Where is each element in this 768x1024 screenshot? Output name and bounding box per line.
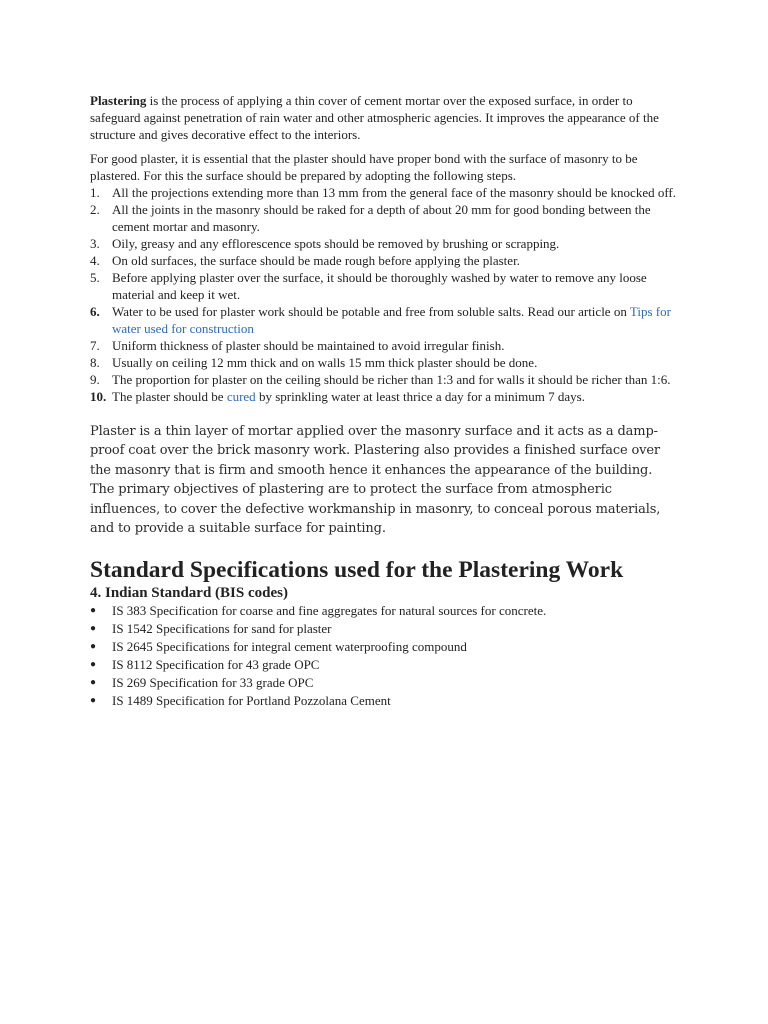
list-number: 2.	[90, 202, 100, 217]
list-item	[90, 638, 680, 656]
list-item	[90, 252, 680, 269]
list-text: IS 8112 Specification for 43 grade OPC	[112, 657, 320, 673]
bullet-icon: ●	[90, 677, 97, 689]
document-page	[90, 92, 680, 710]
list-text: IS 383 Specification for coarse and fine aggregates for natural sources for concrete.	[112, 603, 547, 619]
list-text: Before applying plaster over the surface, it should be thoroughly washed by water to remove any loose material and keep it wet.	[112, 270, 647, 302]
list-text: by sprinkling water at least thrice a day for a minimum 7 days.	[255, 389, 585, 404]
bullet-icon: ●	[90, 659, 97, 671]
list-number: 6.	[90, 304, 100, 319]
list-number: 4.	[90, 253, 100, 268]
list-item	[90, 602, 680, 620]
list-text: All the joints in the masonry should be raked for a depth of about 20 mm for good bonding between the cement mortar and masonry.	[112, 202, 651, 234]
bullet-icon: ●	[90, 623, 97, 635]
list-text: All the projections extending more than 13 mm from the general face of the masonry should be knocked off.	[112, 185, 677, 200]
list-item	[90, 184, 680, 201]
list-text: On old surfaces, the surface should be made rough before applying the plaster.	[112, 253, 520, 268]
cured-link[interactable]: cured	[226, 389, 256, 404]
preparation-steps-list	[90, 184, 680, 405]
list-item	[90, 303, 680, 337]
list-item	[90, 388, 680, 405]
list-number: 5.	[90, 270, 100, 285]
list-number: 7.	[90, 338, 100, 353]
list-text: Oily, greasy and any efflorescence spots should be removed by brushing or scrapping.	[112, 236, 560, 251]
list-item	[90, 674, 680, 692]
list-item	[90, 354, 680, 371]
list-item	[90, 201, 680, 235]
list-text: IS 1542 Specifications for sand for plaster	[112, 621, 332, 637]
list-number: 3.	[90, 236, 100, 251]
intro-bold-term: Plastering	[90, 93, 147, 108]
list-text: Water to be used for plaster work should be potable and free from soluble salts. Read our article on	[112, 304, 630, 319]
list-text: The plaster should be	[112, 389, 227, 404]
list-item	[90, 371, 680, 388]
list-number: 1.	[90, 185, 100, 200]
list-item	[90, 656, 680, 674]
list-text: The proportion for plaster on the ceiling should be richer than 1:3 and for walls it should be richer than 1:6.	[112, 372, 671, 387]
list-item	[90, 269, 680, 303]
list-number: 9.	[90, 372, 100, 387]
water-tips-link[interactable]: Tips for water used for construction	[112, 304, 671, 336]
list-text: Usually on ceiling 12 mm thick and on walls 15 mm thick plaster should be done.	[112, 355, 538, 370]
list-item	[90, 337, 680, 354]
bullet-icon: ●	[90, 641, 97, 653]
standards-heading: Standard Specifications used for the Plastering Work	[90, 557, 624, 584]
list-item	[90, 620, 680, 638]
list-text: IS 269 Specification for 33 grade OPC	[112, 675, 314, 691]
list-text: Uniform thickness of plaster should be maintained to avoid irregular finish.	[112, 338, 505, 353]
list-item	[90, 235, 680, 252]
list-number: 8.	[90, 355, 100, 370]
list-item	[90, 692, 680, 710]
list-text: IS 2645 Specifications for integral cement waterproofing compound	[112, 639, 467, 655]
bullet-icon: ●	[90, 605, 97, 617]
bullet-icon: ●	[90, 695, 97, 707]
plaster-description-paragraph: Plaster is a thin layer of mortar applied over the masonry surface and it acts as a damp-proof coat over the brick masonry work. Plastering also provides a finished surface over the masonry that is firm and smooth hence it enhances the appearance of the building. The primary objectives of plastering are to protect the surface from atmospheric influences, to cover the defective workmanship in masonry, to conceal porous materials, and to provide a suitable surface for painting.	[90, 424, 661, 537]
intro-text: is the process of applying a thin cover of cement mortar over the exposed surface, in order to safeguard against penetration of rain water and other atmospheric agencies. It improves the appearance of the structure and gives decorative effect to the interiors.	[90, 93, 659, 142]
bis-codes-subheading: 4. Indian Standard (BIS codes)	[90, 585, 288, 602]
intro-paragraph	[90, 92, 680, 143]
bis-codes-list	[90, 602, 680, 710]
list-text: IS 1489 Specification for Portland Pozzolana Cement	[112, 693, 391, 709]
good-plaster-paragraph: For good plaster, it is essential that the plaster should have proper bond with the surface of masonry to be plastered. For this the surface should be prepared by adopting the following steps.	[90, 151, 638, 183]
list-number: 10.	[90, 389, 107, 404]
